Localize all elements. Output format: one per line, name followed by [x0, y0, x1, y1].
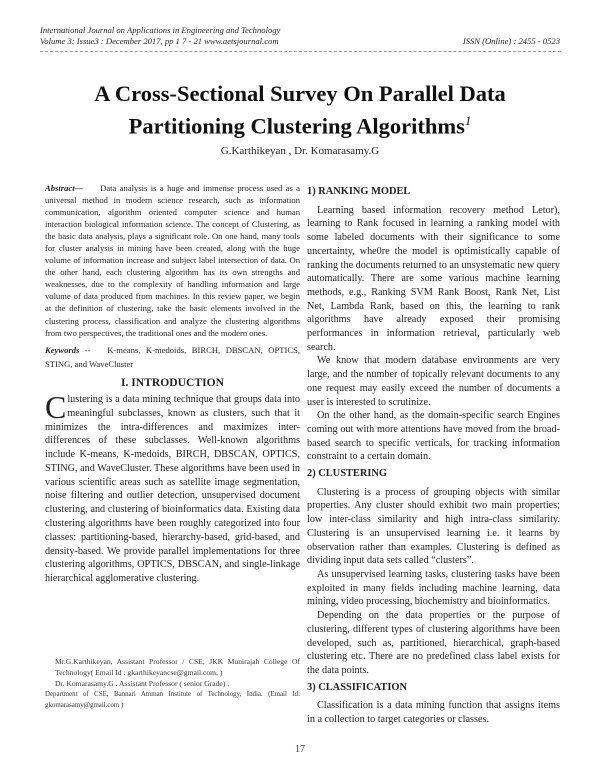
introduction-heading: I. INTRODUCTION [120, 375, 225, 389]
section-heading-classification: 3) CLASSIFICATION [307, 681, 407, 693]
drop-cap: C [45, 388, 67, 425]
journal-header [40, 25, 560, 47]
keywords-text: K-means, K-medoids, BIRCH, DBSCAN, OPTICS, STING, and WaveCluster [45, 344, 300, 369]
footnote-line-3: Department of CSE, Bannari Amman Institute of Technology, India. (Email Id: gkomarasamy@gmail.com ) [45, 691, 300, 709]
paragraph: Learning based information recovery method Letor), learning to Rank focused in learning a ranking model with some labeled documents with their significance to some uncertainty, whe0re the model is optimistically capable of ranking the documents returned to an unsystematic new query automatically. There are some various machine learning methods, e.g., Ranking SVM Rank Boost, Rank Net, List Net, Lambda Rank, based on this, the learning to rank algorithms have already exposed their promising performances in information retrieval, particularly web search. [307, 204, 560, 353]
paragraph: Depending on the data properties or the purpose of clustering, different types of clustering algorithms have been developed, such as, partitioned, hierarchical, graph-based clustering etc. There are no predefined class label exists for the data points. [307, 610, 560, 676]
abstract-text: Data analysis is a huge and immense process used as a universal method in modern science research, such as information communication, algorithm oriented computer science and human interaction biological information science. The concept of Clustering, as the basic data analysis, plays a significant role. On one hand, many tools for cluster analysis in mining have been created, along with the huge volume of information increase and subject label intersection of data. On the other hand, each clustering algorithm has its own strengths and weaknesses, due to the complexity of handling information and large volume of data produced from machines. In this review paper, we begin at the definition of clustering, take the basic elements involved in the clustering process, classification and analyze the clustering algorithms from two perspectives, the traditional ones and the modern ones. [45, 183, 300, 338]
author-footnote [45, 656, 300, 711]
introduction-body [45, 388, 300, 586]
journal-name: International Journal on Applications in Engineering and Technology [40, 25, 281, 35]
journal-volume: Volume 3: Issue3 : December 2017, pp 1 7 - 21 www.aetsjournal.com [40, 36, 279, 46]
paper-title [40, 80, 560, 140]
section-heading-ranking-model: 1) RANKING MODEL [307, 186, 411, 197]
keywords-label: Keywords -- [45, 344, 91, 355]
title-footnote-marker: 1 [464, 113, 472, 128]
right-column [307, 182, 560, 727]
title-line-1: A Cross-Sectional Survey On Parallel Data [94, 81, 506, 106]
paragraph: Clustering is a process of grouping objects with similar properties. Any cluster should exhibit two main properties; low inter-class similarity and high intra-class similarity. Clustering is an unsupervised learning i.e. it learns by observation rather than examples. Clustering is defined as dividing input data sets called “clusters”. [307, 486, 560, 567]
authors: G.Karthikeyan , Dr. Komarasamy.G [220, 145, 380, 157]
abstract [45, 182, 300, 339]
journal-issn: ISSN (Online) : 2455 - 0523 [462, 36, 560, 46]
footnote-line-1: Mr.G.Karthikeyan, Assistant Professor / CSE, JKK Munirajah College Of Technology( Email Id : gkarthikeyancse@gmail.com, ) [55, 657, 300, 677]
section-heading-clustering: 2) CLUSTERING [307, 468, 387, 480]
footnote-line-2: Dr. Komarasamy.G , Assistant Professor ( senior Grade) , [55, 679, 230, 688]
page-number: 17 [295, 744, 305, 755]
paragraph: As unsupervised learning tasks, clustering tasks have been exploited in many fields including machine learning, data mining, video processing, biochemistry and bioinformatics. [307, 568, 560, 608]
paragraph: We know that modern database environments are very large, and the number of topically relevant documents to any one request may easily exceed the number of documents a user is interested to scrutinize. [307, 355, 560, 408]
abstract-label: Abstract— [45, 183, 84, 193]
header-divider [40, 51, 561, 52]
keywords [45, 343, 300, 371]
paragraph: On the other hand, as the domain-specific search Engines coming out with more attentions have moved from the broad-based search to specific verticals, for tracking information constraint to a certain domain. [307, 410, 560, 463]
paragraph: Classification is a data mining function that assigns items in a collection to target categories or classes. [307, 700, 560, 726]
title-line-2: Partitioning Clustering Algorithms [128, 113, 465, 139]
left-column [45, 182, 300, 586]
introduction-text: lustering is a data mining technique that groups data into meaningful subclasses, known as clusters, such that it minimizes the intra-differences and maximizes inter-differences of these subclasses. Well-known algorithms include K-means, K-medoids, BIRCH, DBSCAN, OPTICS, STING, and WaveCluster. These algorithms have been used in various scientific areas such as satellite image segmentation, noise filtering and outlier detection, unsupervised document clustering, and clustering of bioinformatics data. Existing data clustering algorithms have been roughly categorized into four classes: partitioning-based, hierarchy-based, grid-based, and density-based. We provide parallel implementations for three clustering algorithms, OPTICS, DBSCAN, and single-linkage hierarchical agglomerative clustering. [45, 393, 300, 585]
